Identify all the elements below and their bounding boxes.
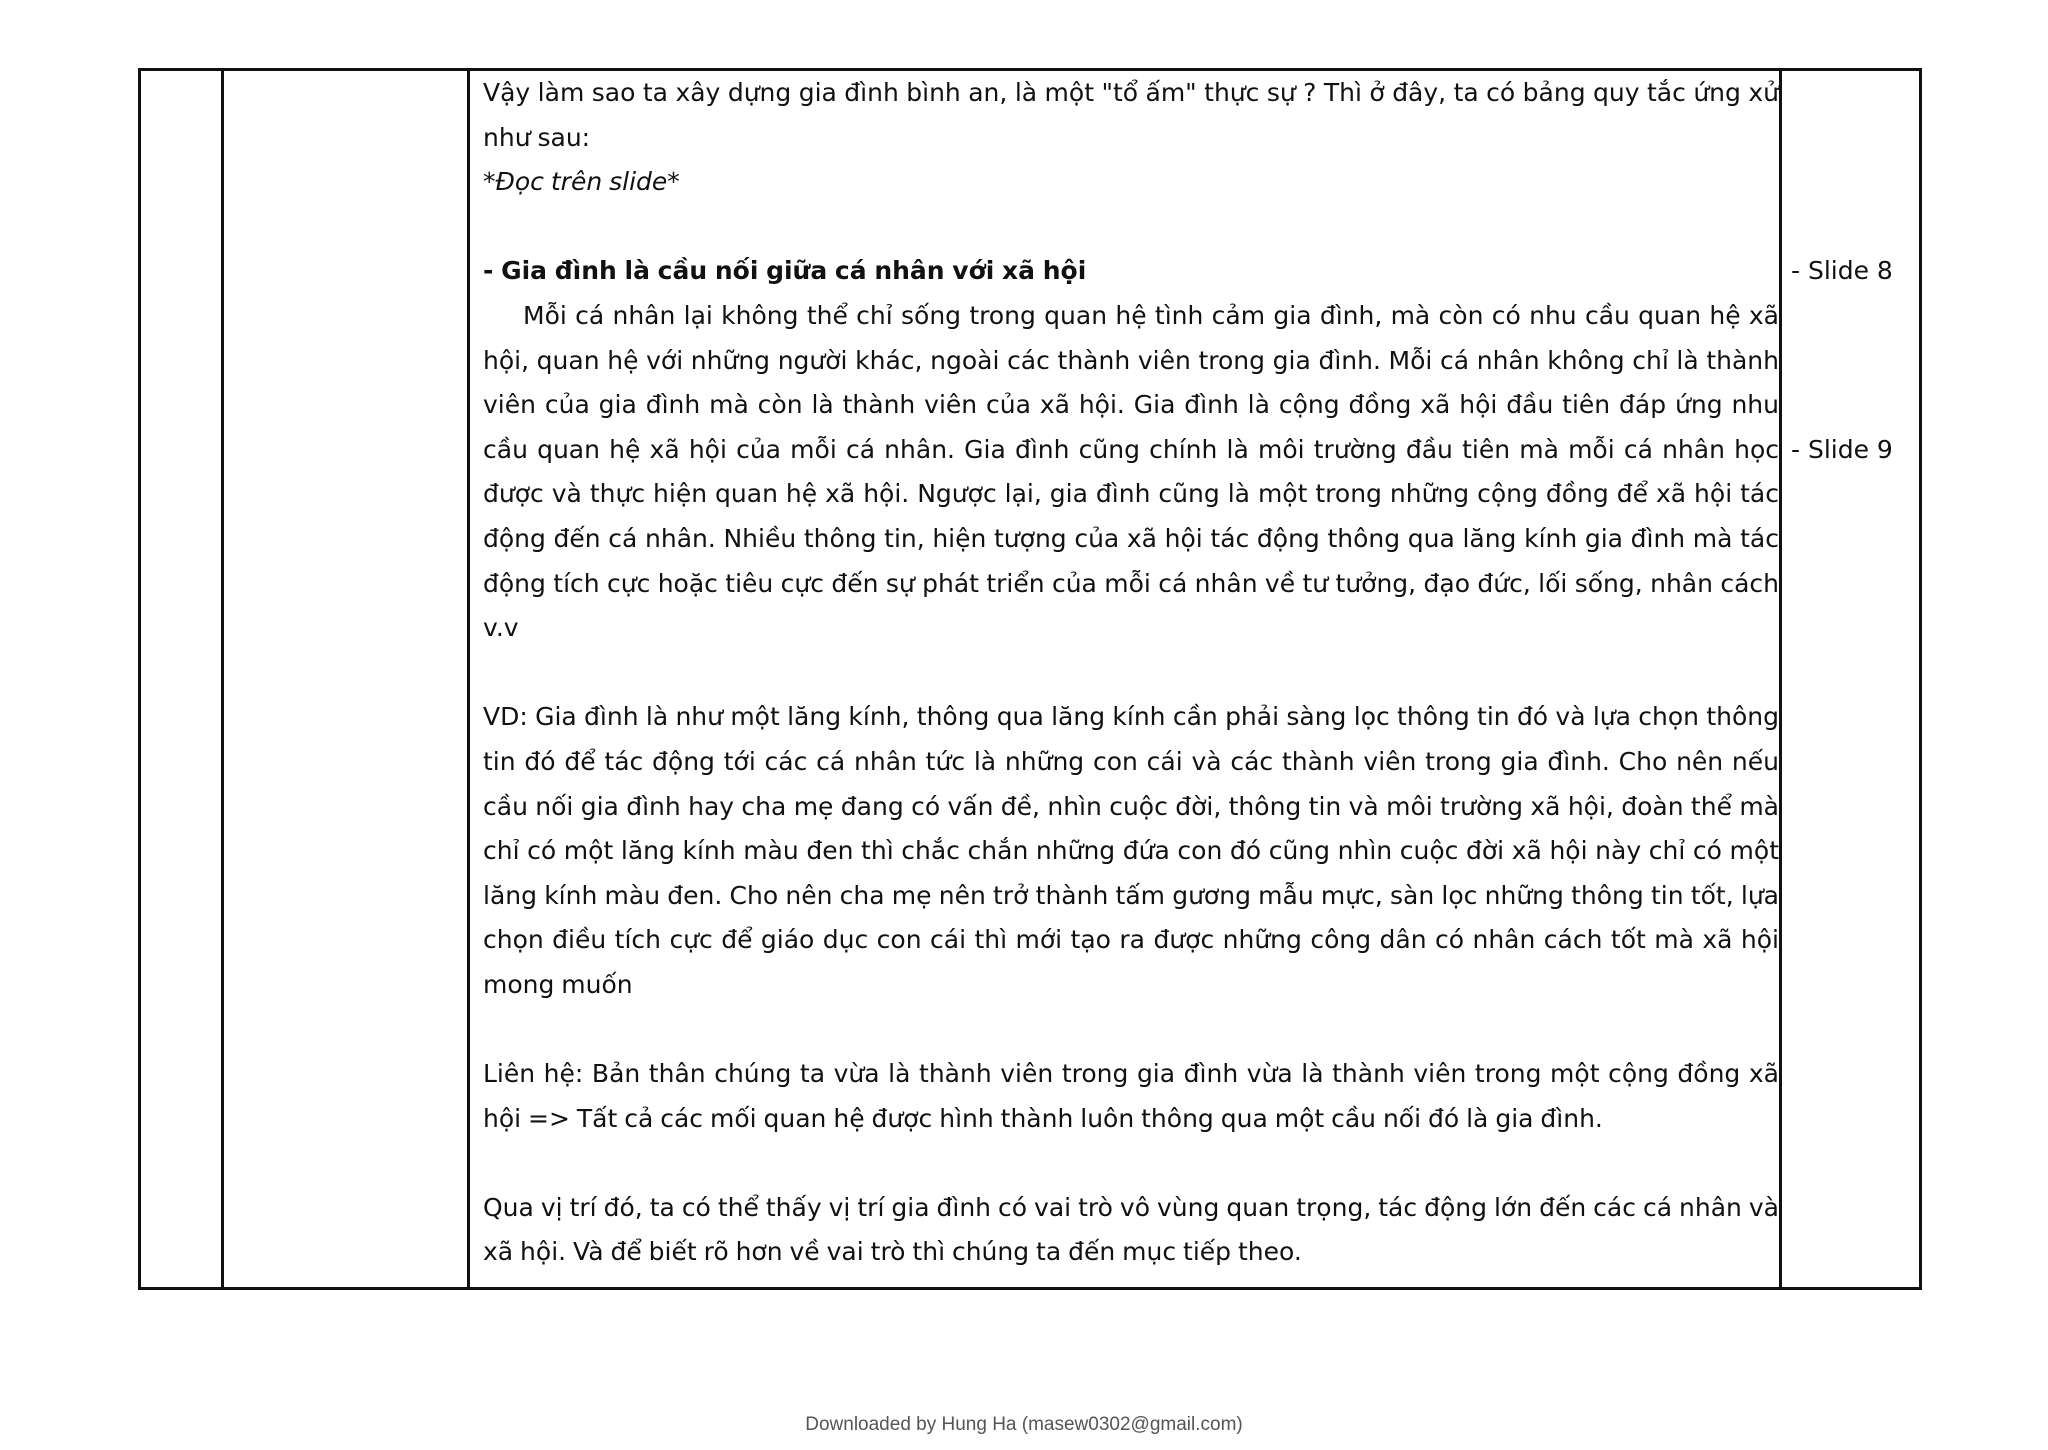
intro-paragraph: Vậy làm sao ta xây dựng gia đình bình an, là một "tổ ấm" thực sự ? Thì ở đây, ta có bảng quy tắc ứng xử như sau:: [483, 78, 1779, 152]
content-table: [138, 68, 1922, 1290]
paragraph-gap: [483, 651, 1779, 696]
example-paragraph: VD: Gia đình là như một lăng kính, thông qua lăng kính cần phải sàng lọc thông tin đó và lựa chọn thông tin đó để tác động tới các cá nhân tức là những con cái và các thành viên trong gia đình. Cho nên nếu cầu nối gia đình hay cha mẹ đang có vấn đề, nhìn cuộc đời, thông tin và môi trường xã hội, đoàn thể mà chỉ có một lăng kính màu đen thì chắc chắn những đứa con đó cũng nhìn cuộc đời xã hội này chỉ có một lăng kính màu đen. Cho nên cha mẹ nên trở thành tấm gương mẫu mực, sàn lọc những thông tin tốt, lựa chọn điều tích cực để giáo dục con cái thì mới tạo ra được những công dân có nhân cách tốt mà xã hội mong muốn: [483, 702, 1779, 999]
table-column-divider: [1779, 71, 1782, 1287]
slide-9-label: - Slide 9: [1791, 434, 1893, 464]
connection-paragraph: Liên hệ: Bản thân chúng ta vừa là thành viên trong gia đình vừa là thành viên trong một cộng đồng xã hội => Tất cả các mối quan hệ được hình thành luôn thông qua một cầu nối đó là gia đình.: [483, 1059, 1779, 1133]
paragraph-gap: [483, 205, 1779, 250]
slide-8-label: - Slide 8: [1791, 256, 1893, 286]
section-heading: - Gia đình là cầu nối giữa cá nhân với xã hội: [483, 256, 1087, 286]
section-body-paragraph: Mỗi cá nhân lại không thể chỉ sống trong quan hệ tình cảm gia đình, mà còn có nhu cầu quan hệ xã hội, quan hệ với những người khác, ngoài các thành viên trong gia đình. Mỗi cá nhân không chỉ là thành viên của gia đình mà còn là thành viên của xã hội. Gia đình là cộng đồng xã hội đầu tiên đáp ứng nhu cầu quan hệ xã hội của mỗi cá nhân. Gia đình cũng chính là môi trường đầu tiên mà mỗi cá nhân học được và thực hiện quan hệ xã hội. Ngược lại, gia đình cũng là một trong những cộng đồng để xã hội tác động đến cá nhân. Nhiều thông tin, hiện tượng của xã hội tác động thông qua lăng kính gia đình mà tác động tích cực hoặc tiêu cực đến sự phát triển của mỗi cá nhân về tư tưởng, đạo đức, lối sống, nhân cách v.v: [483, 300, 1779, 643]
table-column-divider: [467, 71, 470, 1287]
content-cell: [483, 71, 1779, 1275]
table-column-divider: [221, 71, 224, 1287]
paragraph-gap: [483, 1141, 1779, 1186]
conclusion-paragraph: Qua vị trí đó, ta có thể thấy vị trí gia đình có vai trò vô vùng quan trọng, tác động lớn đến các cá nhân và xã hội. Và để biết rõ hơn về vai trò thì chúng ta đến mục tiếp theo.: [483, 1192, 1779, 1267]
download-footer: Downloaded by Hung Ha (masew0302@gmail.com): [805, 1414, 1243, 1435]
read-on-slide-note: *Đọc trên slide*: [483, 167, 680, 197]
paragraph-gap: [483, 1007, 1779, 1052]
